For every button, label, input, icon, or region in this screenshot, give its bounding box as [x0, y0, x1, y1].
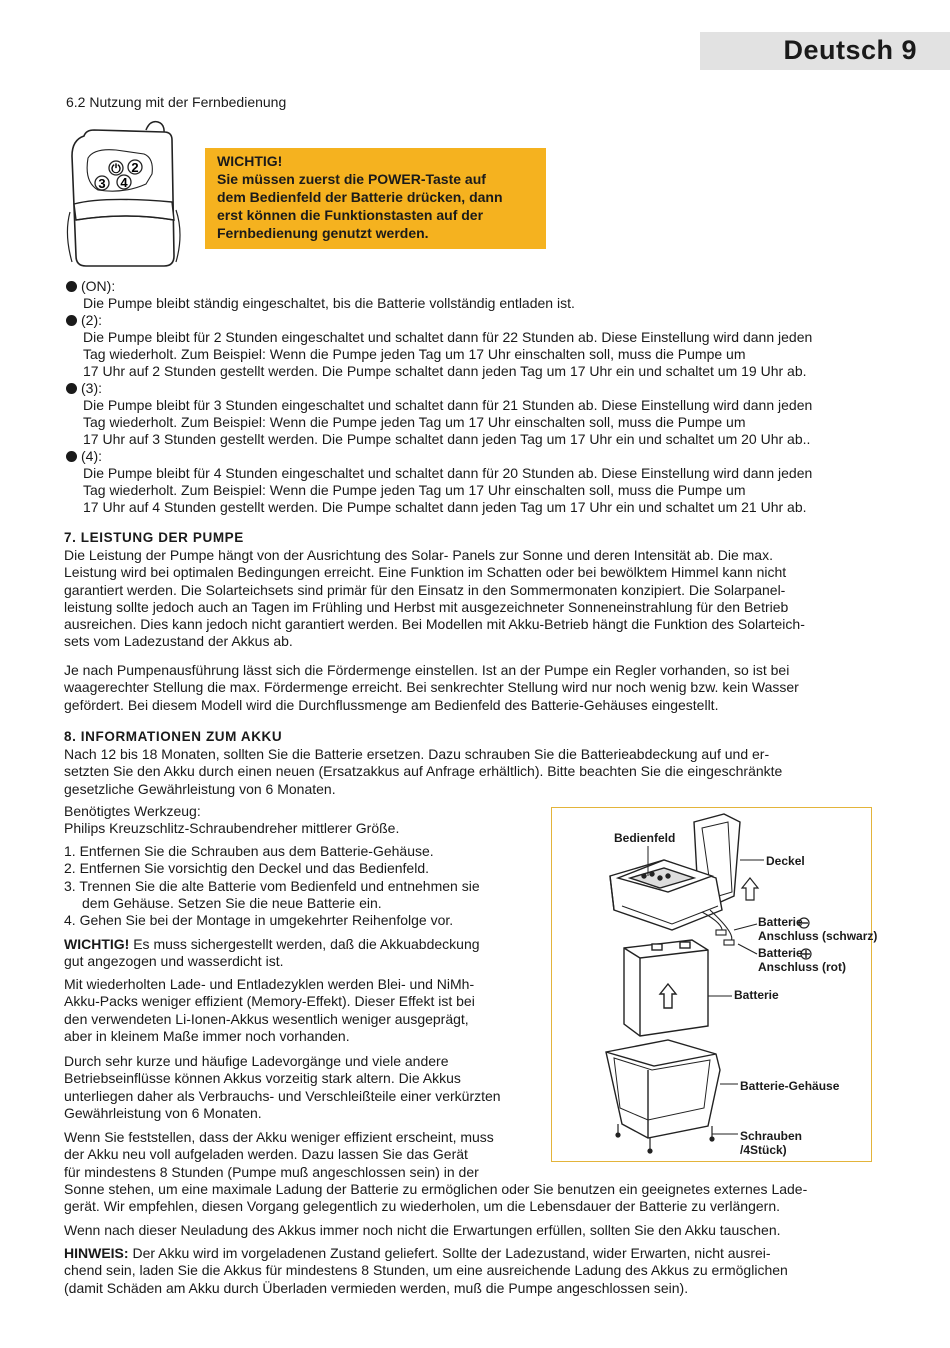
warning-line: Fernbedienung genutzt werden.	[217, 225, 429, 241]
up-arrow-icon	[742, 878, 758, 900]
step-item: dem Gehäuse. Setzen Sie die neue Batterie ein.	[82, 894, 382, 911]
battery-housing-drawing	[606, 1040, 720, 1138]
section-7-title: 7. LEISTUNG DER PUMPE	[64, 530, 244, 545]
remote-button-3: 3	[98, 176, 106, 191]
important-note: WICHTIG! Es muss sichergestellt werden, daß die Akkuabdeckung gut angezogen und wasserdicht ist.	[64, 936, 480, 970]
warning-line: dem Bedienfeld der Batterie drücken, dann	[217, 189, 503, 205]
mode-on-label: (ON):	[66, 278, 115, 295]
warning-box	[205, 148, 546, 249]
bullet-icon	[66, 451, 77, 462]
label-batterie-plus: Batterie	[758, 946, 803, 960]
battery-exploded-diagram	[552, 808, 871, 1161]
battery-figure-frame	[551, 807, 878, 1162]
replace-paragraph: Wenn nach dieser Neuladung des Akkus immer noch nicht die Erwartungen erfüllen, sollten Sie den Akku tauschen.	[64, 1222, 781, 1238]
mode-4-text: Die Pumpe bleibt für 4 Stunden eingeschaltet und schaltet dann für 20 Stunden ab. Diese Einstellung wird dann jeden Tag wiederholt. Zum Beispiel: Wenn die Pumpe jeden Tag um 17 Uhr einschalten soll, muss die Pumpe um 17 Uhr auf 4 Stunden gestellt werden. Die Pumpe schaltet dann jeden Tag um 17 Uhr ein und schaltet um 21 Uhr ab.	[83, 465, 813, 515]
bullet-icon	[66, 281, 77, 292]
step-item: 4. Gehen Sie bei der Montage in umgekehrter Reihenfolge vor.	[64, 912, 454, 929]
section-7-paragraph-2: Je nach Pumpenausführung lässt sich die Fördermenge einstellen. Ist an der Pumpe ein Regler vorhanden, so ist bei waagerechter Stellung die max. Fördermenge erreicht. Bei senkrechter Stellung wird nur noch wenig bzw. kein Wasser gefördert. Bei diesem Modell wird die Durchflussmenge am Bedienfeld des Batterie-Gehäuses eingestellt.	[64, 662, 799, 713]
mode-3-text: Die Pumpe bleibt für 3 Stunden eingeschaltet und schaltet dann für 21 Stunden ab. Diese Einstellung wird dann jeden Tag wiederholt. Zum Beispiel: Wenn die Pumpe jeden Tag um 17 Uhr einschalten soll, muss die Pumpe um 17 Uhr auf 3 Stunden gestellt werden. Die Pumpe schaltet dann jeden Tag um 17 Uhr ein und schaltet um 20 Uhr ab..	[83, 397, 813, 447]
label-deckel: Deckel	[766, 854, 805, 868]
bullet-icon	[66, 315, 77, 326]
label-bedienfeld: Bedienfeld	[614, 831, 676, 845]
remote-button-2: 2	[131, 160, 139, 175]
aging-paragraph: Durch sehr kurze und häufige Ladevorgänge und viele andere Betriebseinflüsse können Akkus vorzeitig stark altern. Die Akkus unterliegen daher als Verbrauchs- und Verschleißteile einer verkürzten Gewährleistung von 6 Monaten.	[64, 1053, 501, 1121]
label-batterie-minus: Batterie	[758, 915, 803, 929]
remote-control-illustration	[64, 116, 194, 276]
label-anschluss-rot: Anschluss (rot)	[758, 960, 847, 974]
warning-line: WICHTIG!	[217, 153, 283, 169]
mode-2-text: Die Pumpe bleibt für 2 Stunden eingeschaltet und schaltet dann für 22 Stunden ab. Diese Einstellung wird dann jeden Tag wiederholt. Zum Beispiel: Wenn die Pumpe jeden Tag um 17 Uhr einschalten soll, muss die Pumpe um 17 Uhr auf 2 Stunden gestellt werden. Die Pumpe schaltet dann jeden Tag um 17 Uhr ein und schaltet um 19 Uhr ab.	[83, 329, 813, 379]
mode-3-label: (3):	[66, 380, 102, 397]
step-item: 3. Trennen Sie die alte Batterie vom Bedienfeld und entnehmen sie	[64, 877, 480, 894]
mode-on-text: Die Pumpe bleibt ständig eingeschaltet, bis die Batterie vollständig entladen ist.	[83, 295, 575, 311]
important-label: WICHTIG!	[64, 936, 130, 952]
step-item: 1. Entfernen Sie die Schrauben aus dem Batterie-Gehäuse.	[64, 843, 434, 859]
label-batterie: Batterie	[734, 988, 779, 1002]
bullet-icon	[66, 383, 77, 394]
label-anschluss-schwarz: Anschluss (schwarz)	[758, 929, 878, 943]
remote-button-4: 4	[120, 175, 128, 190]
remote-power-button: ⏻	[111, 161, 121, 176]
hint-label: HINWEIS:	[64, 1245, 129, 1261]
section-8-title: 8. INFORMATIONEN ZUM AKKU	[64, 729, 283, 744]
tools-text: Benötigtes Werkzeug: Philips Kreuzschlitz-Schraubendreher mittlerer Größe.	[64, 803, 400, 837]
section-6-2-title: 6.2 Nutzung mit der Fernbedienung	[66, 94, 287, 110]
warning-line: erst können die Funktionstasten auf der	[217, 207, 484, 223]
label-schrauben: Schrauben	[740, 1129, 803, 1143]
mode-2-label: (2):	[66, 312, 102, 329]
memory-effect-paragraph: Mit wiederholten Lade- und Entladezyklen werden Blei- und NiMh- Akku-Packs weniger effizient (Memory-Effekt). Dieser Effekt ist bei den verwendeten Li-Ionen-Akkus wesentlich weniger ausgeprägt, aber in kleinem Maße immer noch vorhanden.	[64, 976, 475, 1044]
recharge-paragraph: Wenn Sie feststellen, dass der Akku weniger effizient erscheint, muss der Akku neu voll aufgeladen werden. Dazu lassen Sie das Gerät für mindestens 8 Stunden (Pumpe muß angeschlossen sein) in der Sonne stehen, um eine maximale Ladung der Batterie zu ermöglichen oder Sie benutzen ein geeignetes externes Lade- gerät. Wir empfehlen, diesen Vorgang gelegentlich zu wiederholen, um die Lebensdauer der Batterie zu verlängern.	[64, 1129, 808, 1215]
page-title: Deutsch 9	[783, 35, 917, 65]
section-7-paragraph: Die Leistung der Pumpe hängt von der Ausrichtung des Solar- Panels zur Sonne und deren Intensität ab. Die max. Leistung wird bei optimalen Bedingungen erreicht. Eine Funktion im Schatten oder bei bewölktem Himmel kann nicht garantiert werden. Die Solarteichsets sind primär für den Einsatz in den Sommermonaten konzipiert. Die Solarpanel- leistung sollte jedoch auch an Tagen im Frühling und Herbst mit ausgezeichneter Sonneneinstrahlung für den Betrieb ausreichen. Dies kann jedoch nicht garantiert werden. Bei Modellen mit Akku-Betrieb hängt die Funktion des Solarteich- sets vom Ladezustand der Akkus ab.	[64, 547, 805, 650]
page-header	[700, 32, 950, 70]
warning-line: Sie müssen zuerst die POWER-Taste auf	[217, 171, 486, 187]
hint-note: HINWEIS: Der Akku wird im vorgeladenen Zustand geliefert. Sollte der Ladezustand, wider Erwarten, nicht ausrei- chend sein, laden Sie die Akkus für mindestens 8 Stunden, um eine ausreichende Ladung des Akkus zu ermöglichen (damit Schäden am Akku durch Überladen vermieden werden, muß die Pumpe angeschlossen sein).	[64, 1245, 788, 1296]
label-stueck: /4Stück)	[740, 1143, 787, 1157]
label-batterie-gehaeuse: Batterie-Gehäuse	[740, 1079, 840, 1093]
battery-drawing	[624, 940, 708, 1036]
wires-drawing	[702, 910, 757, 954]
step-item: 2. Entfernen Sie vorsichtig den Deckel und das Bedienfeld.	[64, 860, 430, 877]
section-8-intro: Nach 12 bis 18 Monaten, sollten Sie die Batterie ersetzen. Dazu schrauben Sie die Batterieabdeckung auf und er- setzten Sie den Akku durch einen neuen (Ersatzakkus auf Anfrage erhältlich). Bitte beachten Sie die eingeschränkte gesetzliche Gewährleistung von 6 Monaten.	[64, 746, 783, 797]
mode-4-label: (4):	[66, 448, 102, 465]
